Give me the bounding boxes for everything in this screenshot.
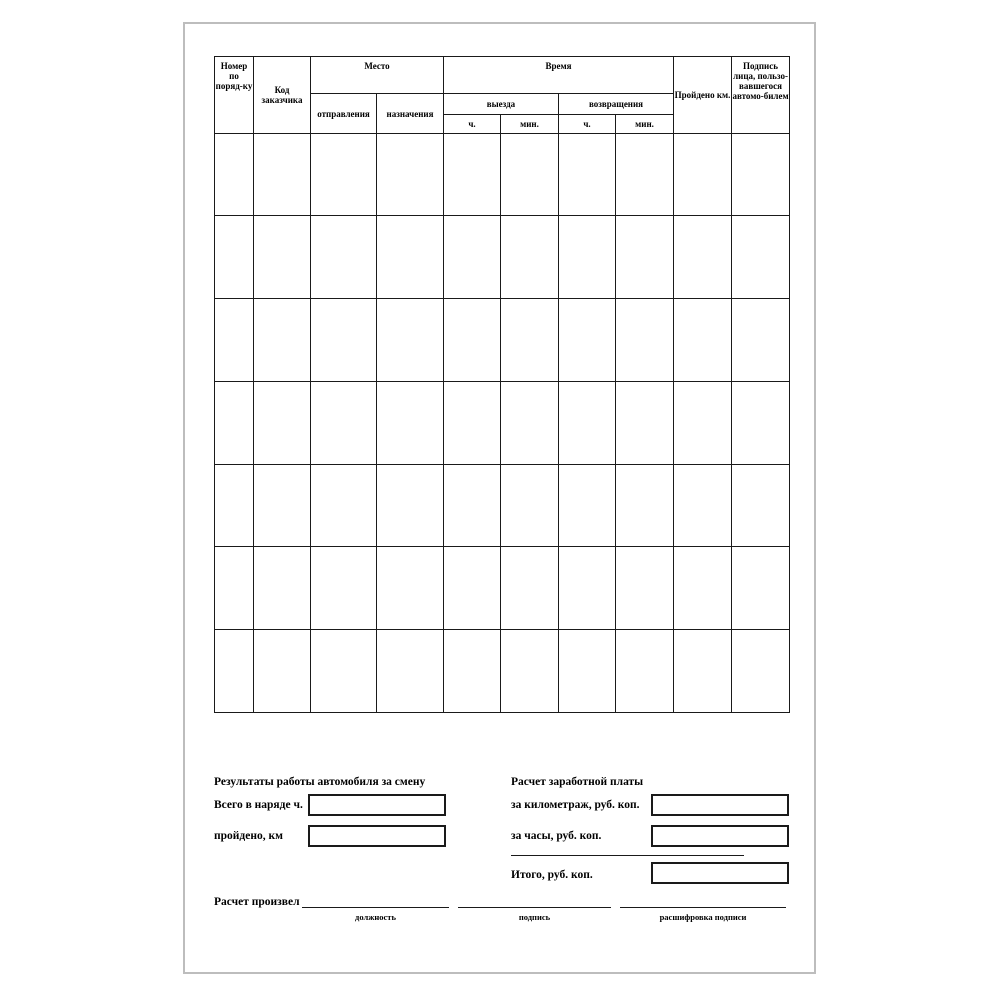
table-cell[interactable] (674, 216, 732, 299)
table-cell[interactable] (215, 133, 254, 216)
table-row (215, 133, 790, 216)
col-header-place-to: назначения (377, 94, 444, 133)
table-cell[interactable] (215, 381, 254, 464)
decoding-line[interactable] (620, 907, 786, 908)
table-cell[interactable] (254, 630, 311, 713)
table-cell[interactable] (444, 547, 501, 630)
col-header-signature: Подпись лица, пользо-вавшегося автомо-билем (732, 57, 790, 134)
table-cell[interactable] (674, 381, 732, 464)
table-row (215, 216, 790, 299)
table-cell[interactable] (377, 381, 444, 464)
salary-title: Расчет заработной платы (511, 776, 644, 788)
salary-by-km-field[interactable] (651, 794, 789, 816)
table-cell[interactable] (377, 547, 444, 630)
col-header-place-from: отправления (311, 94, 377, 133)
col-header-place: Место (311, 57, 444, 94)
table-cell[interactable] (215, 299, 254, 382)
table-cell[interactable] (559, 381, 616, 464)
table-cell[interactable] (616, 381, 674, 464)
table-cell[interactable] (254, 464, 311, 547)
table-cell[interactable] (559, 216, 616, 299)
table-cell[interactable] (559, 464, 616, 547)
trip-log-table (214, 56, 790, 713)
salary-total-field[interactable] (651, 862, 789, 884)
table-cell[interactable] (616, 630, 674, 713)
table-cell[interactable] (501, 547, 559, 630)
table-cell[interactable] (732, 464, 790, 547)
col-header-departure-minutes: мин. (501, 114, 559, 133)
table-cell[interactable] (254, 299, 311, 382)
col-header-return: возвращения (559, 94, 674, 114)
table-cell[interactable] (501, 464, 559, 547)
table-row (215, 547, 790, 630)
table-cell[interactable] (732, 216, 790, 299)
table-cell[interactable] (444, 464, 501, 547)
table-cell[interactable] (674, 464, 732, 547)
col-header-return-minutes: мин. (616, 114, 674, 133)
table-cell[interactable] (215, 464, 254, 547)
table-cell[interactable] (311, 133, 377, 216)
table-cell[interactable] (377, 299, 444, 382)
salary-total-label: Итого, руб. коп. (511, 869, 593, 881)
table-cell[interactable] (377, 216, 444, 299)
salary-by-hours-field[interactable] (651, 825, 789, 847)
table-cell[interactable] (674, 547, 732, 630)
total-hours-field[interactable] (308, 794, 446, 816)
table-cell[interactable] (215, 547, 254, 630)
table-cell[interactable] (501, 630, 559, 713)
table-cell[interactable] (732, 299, 790, 382)
table-cell[interactable] (254, 547, 311, 630)
table-row (215, 464, 790, 547)
table-cell[interactable] (616, 464, 674, 547)
made-by-label: Расчет произвел (214, 896, 300, 908)
table-cell[interactable] (215, 630, 254, 713)
table-cell[interactable] (732, 547, 790, 630)
table-cell[interactable] (444, 133, 501, 216)
table-cell[interactable] (311, 630, 377, 713)
table-cell[interactable] (311, 381, 377, 464)
table-cell[interactable] (377, 630, 444, 713)
table-cell[interactable] (559, 133, 616, 216)
table-cell[interactable] (616, 299, 674, 382)
table-cell[interactable] (215, 216, 254, 299)
table-cell[interactable] (254, 133, 311, 216)
salary-by-hours-label: за часы, руб. коп. (511, 830, 602, 842)
salary-by-km-label: за километраж, руб. коп. (511, 799, 640, 811)
col-header-customer-code: Код заказчика (254, 57, 311, 134)
km-field[interactable] (308, 825, 446, 847)
table-cell[interactable] (559, 299, 616, 382)
table-cell[interactable] (732, 133, 790, 216)
table-cell[interactable] (311, 299, 377, 382)
results-title: Результаты работы автомобиля за смену (214, 776, 426, 788)
signature-line[interactable] (458, 907, 611, 908)
col-header-km: Пройдено км. (674, 57, 732, 134)
signature-caption: подпись (518, 912, 551, 922)
table-cell[interactable] (616, 133, 674, 216)
table-cell[interactable] (501, 299, 559, 382)
table-cell[interactable] (559, 547, 616, 630)
table-cell[interactable] (674, 133, 732, 216)
table-cell[interactable] (616, 547, 674, 630)
col-header-departure-hours: ч. (444, 114, 501, 133)
table-cell[interactable] (311, 464, 377, 547)
table-cell[interactable] (674, 299, 732, 382)
table-cell[interactable] (616, 216, 674, 299)
table-cell[interactable] (311, 547, 377, 630)
total-hours-label: Всего в наряде ч. (214, 799, 303, 811)
table-cell[interactable] (444, 381, 501, 464)
table-cell[interactable] (732, 630, 790, 713)
table-cell[interactable] (444, 299, 501, 382)
km-label: пройдено, км (214, 830, 283, 842)
position-caption: должность (355, 912, 396, 922)
table-row (215, 381, 790, 464)
col-header-time: Время (444, 57, 674, 94)
col-header-number: Номер по поряд-ку (215, 57, 254, 134)
table-cell[interactable] (501, 133, 559, 216)
col-header-departure: выезда (444, 94, 559, 114)
table-cell[interactable] (377, 464, 444, 547)
table-cell[interactable] (254, 216, 311, 299)
table-cell[interactable] (377, 133, 444, 216)
table-cell[interactable] (674, 630, 732, 713)
position-line[interactable] (302, 907, 449, 908)
table-row (215, 630, 790, 713)
table-cell[interactable] (444, 216, 501, 299)
table-cell[interactable] (444, 630, 501, 713)
table-row (215, 299, 790, 382)
col-header-return-hours: ч. (559, 114, 616, 133)
table-cell[interactable] (254, 381, 311, 464)
table-cell[interactable] (501, 216, 559, 299)
decoding-caption: расшифровка подписи (659, 912, 747, 922)
salary-separator-line (511, 855, 744, 856)
table-cell[interactable] (311, 216, 377, 299)
table-cell[interactable] (732, 381, 790, 464)
table-cell[interactable] (559, 630, 616, 713)
table-cell[interactable] (501, 381, 559, 464)
